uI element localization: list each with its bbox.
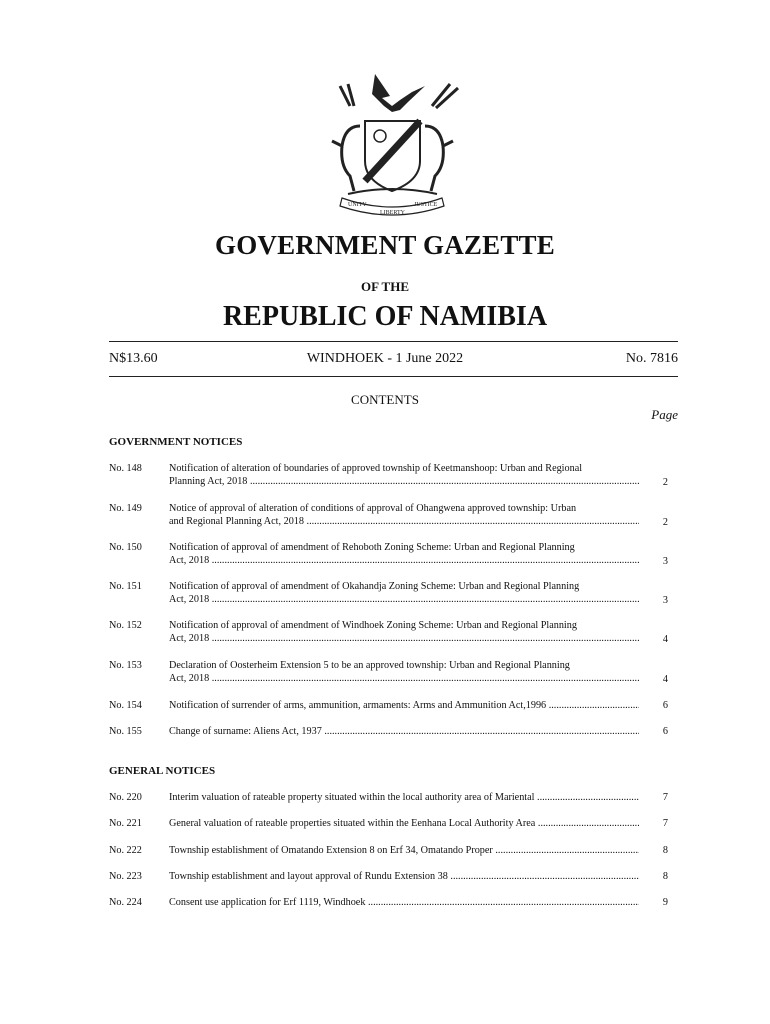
notice-page: 6 xyxy=(662,726,668,737)
notice-title: Notification of approval of amendment of Windhoek Zoning Scheme: Urban and Regional Planning xyxy=(169,620,577,631)
issue-number: No. 7816 xyxy=(625,351,678,366)
notice-title-cont: Act, 2018 ..... xyxy=(169,554,639,567)
notice-number: No. 155 xyxy=(109,726,142,737)
notice-title-cont: Planning Act, 2018 ..... xyxy=(169,475,639,488)
notice-title: Township establishment and layout approval of Rundu Extension 38 ..... xyxy=(169,870,639,883)
notice-title: Consent use application for Erf 1119, Windhoek ..... xyxy=(169,896,639,909)
page-column-heading: Page xyxy=(651,407,678,422)
motto-center: LIBERTY xyxy=(380,210,405,216)
price: N$13.60 xyxy=(109,351,158,366)
notice-number: No. 149 xyxy=(109,503,142,514)
gazette-subtitle: OF THE xyxy=(360,279,410,294)
notice-title: Notification of approval of amendment of Okahandja Zoning Scheme: Urban and Regional Planning xyxy=(169,581,580,592)
dateline: WINDHOEK - 1 June 2022 xyxy=(306,351,464,366)
notice-number: No. 154 xyxy=(109,700,142,711)
notice-page: 3 xyxy=(662,595,668,606)
notice-page: 7 xyxy=(662,792,668,803)
notice-number: No. 151 xyxy=(109,581,142,592)
notice-number: No. 220 xyxy=(109,792,142,803)
notice-title-cont: Act, 2018 ..... xyxy=(169,593,639,606)
notice-number: No. 150 xyxy=(109,542,142,553)
notice-title-cont: Act, 2018 ..... xyxy=(169,672,639,685)
notice-page: 4 xyxy=(662,674,668,685)
notice-title: Notification of approval of amendment of Rehoboth Zoning Scheme: Urban and Regional Planning xyxy=(169,542,575,553)
notice-title: Notice of approval of alteration of conditions of approval of Ohangwena approved township: Urban xyxy=(169,503,577,514)
notice-title-cont: and Regional Planning Act, 2018 ..... xyxy=(169,515,639,528)
coat-of-arms-icon xyxy=(320,66,465,216)
notice-number: No. 223 xyxy=(109,871,142,882)
contents-heading: CONTENTS xyxy=(351,392,419,407)
notice-title: Notification of alteration of boundaries of approved township of Keetmanshoop: Urban and Regional xyxy=(169,463,583,474)
notice-number: No. 152 xyxy=(109,620,142,631)
republic-title: REPUBLIC OF NAMIBIA xyxy=(222,301,548,332)
government-notices-heading: GOVERNMENT NOTICES xyxy=(109,436,243,448)
notice-title: Township establishment of Omatando Extension 8 on Erf 34, Omatando Proper ..... xyxy=(169,844,639,857)
notice-page: 8 xyxy=(662,871,668,882)
notice-title: General valuation of rateable properties situated within the Eenhana Local Authority Area ..... xyxy=(169,817,639,830)
motto-right: JUSTICE xyxy=(414,202,438,208)
notice-title: Change of surname: Aliens Act, 1937 ..... xyxy=(169,725,639,738)
gazette-title: GOVERNMENT GAZETTE xyxy=(215,230,555,260)
notice-page: 7 xyxy=(662,818,668,829)
bottom-divider xyxy=(109,376,678,377)
motto-left: UNITY xyxy=(348,202,367,208)
notice-number: No. 148 xyxy=(109,463,142,474)
notice-page: 8 xyxy=(662,845,668,856)
notice-page: 2 xyxy=(662,517,668,528)
notice-title: Interim valuation of rateable property situated within the local authority area of Mariental ..... xyxy=(169,791,639,804)
notice-number: No. 222 xyxy=(109,845,142,856)
notice-title: Declaration of Oosterheim Extension 5 to be an approved township: Urban and Regional Planning xyxy=(169,660,570,671)
general-notices-heading: GENERAL NOTICES xyxy=(109,765,216,777)
notice-number: No. 224 xyxy=(109,897,142,908)
notice-page: 3 xyxy=(662,556,668,567)
notice-title-cont: Act, 2018 ..... xyxy=(169,632,639,645)
notice-page: 4 xyxy=(662,634,668,645)
notice-number: No. 221 xyxy=(109,818,142,829)
top-divider xyxy=(109,341,678,342)
notice-title: Notification of surrender of arms, ammunition, armaments: Arms and Ammunition Act,1996 ..... xyxy=(169,699,639,712)
notice-number: No. 153 xyxy=(109,660,142,671)
notice-page: 9 xyxy=(662,897,668,908)
notice-page: 6 xyxy=(662,700,668,711)
notice-page: 2 xyxy=(662,477,668,488)
